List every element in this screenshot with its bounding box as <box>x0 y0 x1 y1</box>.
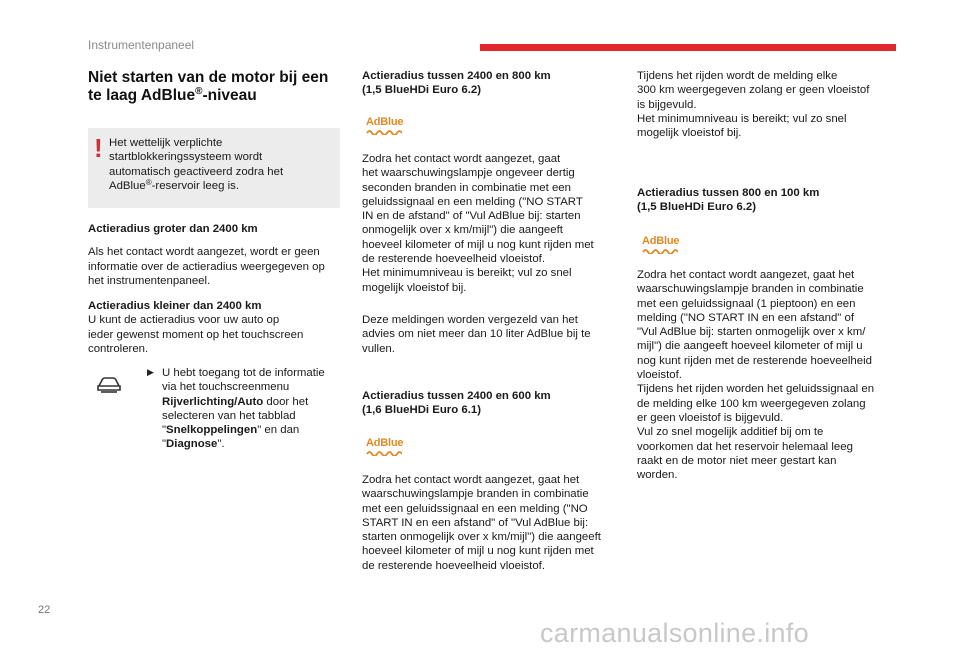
refill-advice: Deze meldingen worden vergezeld van het advies om niet meer dan 10 liter AdBlue bij te vullen. <box>362 314 591 355</box>
adblue-wave-icon <box>642 247 678 254</box>
adblue-warning-icon-2: AdBlue <box>366 438 403 456</box>
range-lt-2400-section: Actieradius kleiner dan 2400 km U kunt de actieradius voor uw auto op ieder gewenst moment op het touchscreen controleren. <box>88 299 350 356</box>
main-heading-line1: Niet starten van de motor bij een <box>88 69 329 86</box>
adblue-wave-icon <box>366 449 402 456</box>
column-1 <box>88 69 348 104</box>
adblue-wave-icon <box>366 128 402 135</box>
bullet-arrow-icon: ▶ <box>147 367 154 377</box>
main-heading <box>88 69 348 104</box>
vehicle-settings-icon <box>96 374 122 394</box>
range-lt-2400-title: Actieradius kleiner dan 2400 km <box>88 300 262 312</box>
watermark: carmanualsonline.info <box>540 618 809 648</box>
page-number: 22 <box>38 604 51 616</box>
touchscreen-info: U hebt toegang tot de informatie via het touchscreenmenu Rijverlichting/Auto door het selecteren van het tabblad "Snelkoppelingen" en dan "Diagnose". <box>162 367 325 451</box>
range-2400-600-body: Zodra het contact wordt aangezet, gaat het waarschuwingslampje branden in combinatie met een geluidssignaal en een melding ("NO START IN en een afstand" of "Vul AdBlue bij: starten onmogelijk over x km/mijl") die aangeeft hoeveel kilometer of mijl u nog kunt rijden met de resterende hoeveelheid vloeistof. <box>362 474 601 572</box>
exclamation-icon: ! <box>94 133 103 163</box>
main-heading-line2: te laag AdBlue®-niveau <box>88 85 257 104</box>
range-gt-2400-section: Actieradius groter dan 2400 km Als het contact wordt aangezet, wordt er geen informatie over de actieradius weergegeven op het instrumentenpaneel. <box>88 222 350 288</box>
section-title: Instrumentenpaneel <box>88 38 195 52</box>
range-800-100-body: Zodra het contact wordt aangezet, gaat het waarschuwingslampje branden in combinatie met een geluidssignaal (1 pieptoon) en een melding ("NO START IN en een afstand" of "Vul AdBlue bij: starten onmogelijk over x km/ mijl") die aangeeft hoeveel kilometer of mijl u nog kunt rijden met de resterende hoeveelheid vloeistof. Tijdens het rijden worden het geluidssignaal en de melding elke 100 km weergegeven zolang er geen vloeistof is bijgevuld. Vul zo snel mogelijk additief bij om te voorkomen dat het reservoir helemaal leeg raakt en de motor niet meer gestart kan worden. <box>637 269 875 482</box>
range-2400-800-body: Zodra het contact wordt aangezet, gaat het waarschuwingslampje ongeveer dertig seconden branden in combinatie met een geluidssignaal en een melding ("NO START IN en de afstand" of "Vul AdBlue bij: starten onmogelijk over x km/mijl") die aangeeft hoeveel kilometer of mijl u nog kunt rijden met de resterende hoeveelheid vloeistof. Het minimumniveau is bereikt; vul zo snel mogelijk vloeistof bij. <box>362 153 594 294</box>
range-gt-2400-title: Actieradius groter dan 2400 km <box>88 223 258 235</box>
range-2400-600-title: Actieradius tussen 2400 en 600 km (1,6 BlueHDi Euro 6.1) <box>362 390 551 417</box>
driving-reminder: Tijdens het rijden wordt de melding elke 300 km weergegeven zolang er geen vloeistof is bijgevuld. Het minimumniveau is bereikt; vul zo snel mogelijk vloeistof bij. <box>637 70 870 140</box>
range-2400-800-title: Actieradius tussen 2400 en 800 km (1,5 BlueHDi Euro 6.2) <box>362 70 551 97</box>
warning-text: Het wettelijk verplichte startblokkeringssysteem wordt automatisch geactiveerd zodra het AdBlue®-reservoir leeg is. <box>109 137 284 192</box>
adblue-warning-icon: AdBlue <box>366 117 403 135</box>
header-accent-bar <box>480 44 896 51</box>
range-800-100-title: Actieradius tussen 800 en 100 km (1,5 BlueHDi Euro 6.2) <box>637 187 820 214</box>
adblue-warning-icon-3: AdBlue <box>642 236 679 254</box>
